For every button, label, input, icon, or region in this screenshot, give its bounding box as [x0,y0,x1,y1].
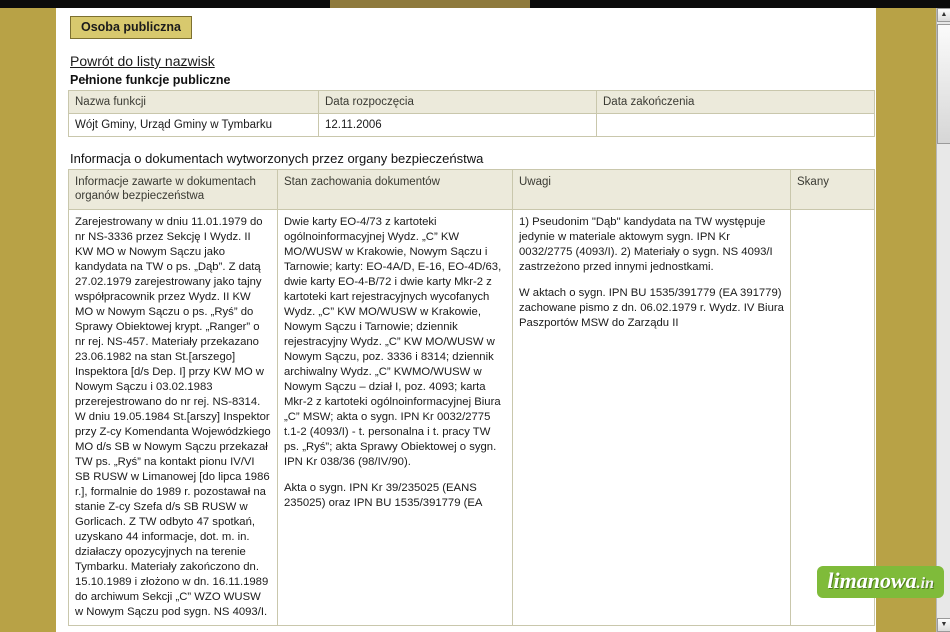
page-scrollbar[interactable] [936,8,950,632]
scroll-up-arrow[interactable]: ▲ [937,8,950,22]
cell-scans [791,209,875,625]
cell-start-date: 12.11.2006 [319,114,597,137]
watermark-name: limanowa [827,568,917,593]
top-dark-strip [0,0,950,8]
security-documents-table [68,169,875,626]
cell-function-name: Wójt Gminy, Urząd Gminy w Tymbarku [69,114,319,137]
functions-section-title: Pełnione funkcje publiczne [70,73,231,87]
site-watermark [817,566,944,598]
table-header-row [69,170,875,210]
cell-end-date [597,114,875,137]
public-functions-table [68,90,875,137]
column-header-end-date: Data zakończenia [597,91,875,114]
top-strip-highlight [330,0,530,8]
column-header-notes: Uwagi [513,170,791,210]
watermark-domain: .in [916,575,934,592]
information-text: Zarejestrowany w dniu 11.01.1979 do nr NS-3336 przez Sekcję I Wydz. II KW MO w Nowym Sączu jako kandydata na TW o ps. „Dąb”. Z datą 27.02.1979 zarejestrowany jako tajny współpracownik przez Wydz. II KW MO w Nowym Sączu o ps. „Ryś” do Sprawy Obiektowej krypt. „Ranger” o nr rej. NS-457. Materiały przekazano 23.06.1982 na stan St.[arszego] Inspektora [d/s Dep. I] przy KW MO w Nowym Sączu i 03.02.1983 przerejestrowano do nr rej. NS-8314. W dniu 19.05.1984 St.[arszy] Inspektor przy Z-cy Komendanta Wojewódzkiego MO d/s SB w Nowym Sączu przekazał TW ps. „Ryś” na kontakt pionu IV/VI SB RUSW w Limanowej [do lipca 1986 r.], formalnie do 1989 r. pozostawał na stanie Z-cy Szefa d/s SB RUSW w Gorlicach. Z TW odbyto 47 spotkań, uzyskano 44 informacje, dot. m. in. działaczy opozycyjnych na terenie Tymbarku. Materiały zakończono dn. 15.10.1989 i złożono w dn. 16.11.1989 do archiwum Sekcji „C” WZO WUSW w Nowym Sączu pod sygn. NS 4093/I. [75,215,271,619]
column-header-preservation-state: Stan zachowania dokumentów [278,170,513,210]
column-header-start-date: Data rozpoczęcia [319,91,597,114]
scrollbar-thumb[interactable] [937,24,950,144]
notes-text-continued: W aktach o sygn. IPN BU 1535/391779 (EA 391779) zachowane pismo z dn. 06.02.1979 r. Wydz. IV Biura Paszportów MSW do Zarządu II [519,287,784,330]
preservation-state-text-continued: Akta o sygn. IPN Kr 39/235025 (EANS 235025) oraz IPN BU 1535/391779 (EA [284,482,483,510]
back-to-list-link[interactable]: Powrót do listy nazwisk [70,53,215,69]
column-header-information: Informacje zawarte w dokumentach organów bezpieczeństwa [69,170,278,210]
column-header-function-name: Nazwa funkcji [69,91,319,114]
column-header-scans: Skany [791,170,875,210]
preservation-state-text: Dwie karty EO-4/73 z kartoteki ogólnoinformacyjnej Wydz. „C” KW MO/WUSW w Krakowie, Nowym Sączu i Tarnowie; karty: EO-4A/D, E-16, EO-4D/63, dwie karty EO-4-B/72 i dwie karty Mkr-2 z kartoteki kart rejestracyjnych wycofanych Wydz. „C” KW MO/WUSW w Krakowie, Nowym Sączu i Tarnowie; dziennik rejestracyjny Wydz. „C” KW MO/WUSW w Nowym Sączu, poz. 3336 i 8314; dziennik archiwalny Wydz. „C” KWMO/WUSW w Nowym Sączu – dział I, poz. 4093; karta Mkr-2 z kartoteki ogólnoinformacyjnej Biura „C” MSW; akta o sygn. IPN Kr 0032/2775 t.1-2 (4093/I) - t. personalna i t. pracy TW ps. „Ryś”; akta Sprawy Obiektowej o sygn. IPN Kr 038/36 (98/IV/90). [284,215,502,468]
table-row [69,209,875,625]
public-person-badge: Osoba publiczna [70,16,192,39]
documents-section-title: Informacja o dokumentach wytworzonych przez organy bezpieczeństwa [70,151,484,166]
document-page [56,8,876,632]
cell-notes [513,209,791,625]
table-header-row [69,91,875,114]
scroll-down-arrow[interactable]: ▼ [937,618,950,632]
notes-text: 1) Pseudonim "Dąb" kandydata na TW występuje jedynie w materiale aktowym sygn. IPN Kr 0032/2775 (4093/I). 2) Materiały o sygn. NS 4093/I zastrzeżono przed innymi jednostkami. [519,215,773,273]
cell-information [69,209,278,625]
table-row [69,114,875,137]
cell-preservation-state [278,209,513,625]
